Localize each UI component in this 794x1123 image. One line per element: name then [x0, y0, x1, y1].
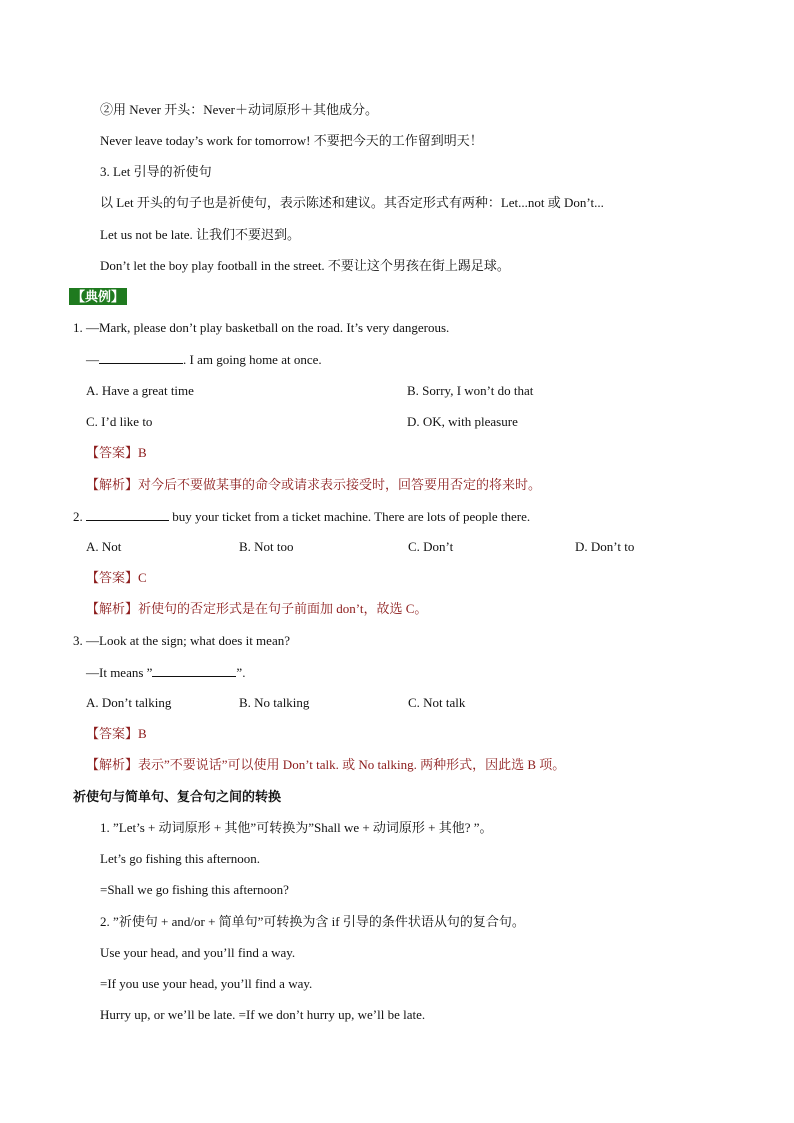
q2-option-a: A. Not: [86, 539, 122, 554]
q3-reply: [86, 664, 245, 681]
q1-analysis-label: 【解析】: [86, 477, 139, 492]
q1-analysis: [86, 477, 541, 493]
q1-reply-prefix: —: [86, 352, 99, 367]
conversion-rule-1: 1. ”Let’s + 动词原形 + 其他”可转换为”Shall we + 动词原形 + 其他? ”。: [100, 820, 493, 835]
q1-reply-suffix: . I am going home at once.: [183, 352, 322, 367]
q2-prefix: 2.: [73, 509, 86, 524]
never-example: Never leave today’s work for tomorrow! 不要把今天的工作留到明天！: [100, 133, 483, 148]
q3-analysis-text: 表示”不要说话”可以使用 Don’t talk. 或 No talking. 两种形式，因此选 B 项。: [138, 757, 566, 772]
q3-answer-value: B: [138, 726, 147, 741]
never-rule: ②用 Never 开头：Never＋动词原形＋其他成分。: [100, 102, 379, 117]
q2-analysis-text: 祈使句的否定形式是在句子前面加 don’t，故选 C。: [138, 601, 428, 616]
q1-option-b: B. Sorry, I won’t do that: [407, 383, 534, 398]
q2-analysis-label: 【解析】: [86, 601, 139, 616]
q1-answer: [86, 445, 147, 461]
q2-option-c: C. Don’t: [408, 539, 454, 554]
q2-suffix: buy your ticket from a ticket machine. There are lots of people there.: [169, 509, 531, 524]
q2-answer: [86, 570, 147, 586]
q2-answer-value: C: [138, 570, 147, 585]
q1-option-a: A. Have a great time: [86, 383, 194, 398]
q3-option-c: C. Not talk: [408, 695, 466, 710]
q1-option-c: C. I’d like to: [86, 414, 153, 429]
q1-option-d: D. OK, with pleasure: [407, 414, 518, 429]
q1-analysis-text: 对今后不要做某事的命令或请求表示接受时，回答要用否定的将来时。: [138, 477, 542, 492]
conversion-heading: 祈使句与简单句、复合句之间的转换: [73, 789, 282, 804]
q2-option-d: D. Don’t to: [575, 539, 635, 554]
q3-answer-label: 【答案】: [86, 726, 139, 741]
q3-answer: [86, 726, 147, 742]
conversion-rule-2-example-2: =If you use your head, you’ll find a way.: [100, 976, 313, 991]
q3-analysis: [86, 757, 565, 773]
q2-answer-label: 【答案】: [86, 570, 139, 585]
conversion-rule-2-example-1: Use your head, and you’ll find a way.: [100, 945, 296, 960]
let-description: 以 Let 开头的句子也是祈使句，表示陈述和建议。其否定形式有两种：Let...not 或 Don’t...: [100, 195, 604, 210]
q1-reply: [86, 351, 322, 368]
example-tag: 【典例】: [69, 288, 127, 305]
q2-stem: [73, 508, 530, 525]
q3-reply-prefix: —It means ”: [86, 665, 153, 680]
q3-option-a: A. Don’t talking: [86, 695, 172, 710]
q2-option-b: B. Not too: [239, 539, 294, 554]
q1-stem: 1. —Mark, please don’t play basketball on the road. It’s very dangerous.: [73, 320, 450, 335]
conversion-rule-1-example-1: Let’s go fishing this afternoon.: [100, 851, 260, 866]
q2-blank: [86, 508, 169, 521]
q2-analysis: [86, 601, 427, 617]
q3-blank: [152, 664, 236, 677]
q3-stem: 3. —Look at the sign; what does it mean?: [73, 633, 290, 648]
conversion-rule-2-example-3: Hurry up, or we’ll be late. =If we don’t hurry up, we’ll be late.: [100, 1007, 426, 1022]
q3-analysis-label: 【解析】: [86, 757, 139, 772]
q3-reply-suffix: ”.: [236, 665, 246, 680]
conversion-rule-1-example-2: =Shall we go fishing this afternoon?: [100, 882, 289, 897]
conversion-rule-2: 2. ”祈使句 + and/or + 简单句”可转换为含 if 引导的条件状语从句的复合句。: [100, 914, 525, 929]
q1-answer-label: 【答案】: [86, 445, 139, 460]
q3-option-b: B. No talking: [239, 695, 310, 710]
let-example-1: Let us not be late. 让我们不要迟到。: [100, 227, 301, 242]
let-heading: 3. Let 引导的祈使句: [100, 164, 212, 179]
q1-answer-value: B: [138, 445, 147, 460]
let-example-2: Don’t let the boy play football in the street. 不要让这个男孩在街上踢足球。: [100, 258, 510, 273]
q1-blank: [99, 351, 183, 364]
